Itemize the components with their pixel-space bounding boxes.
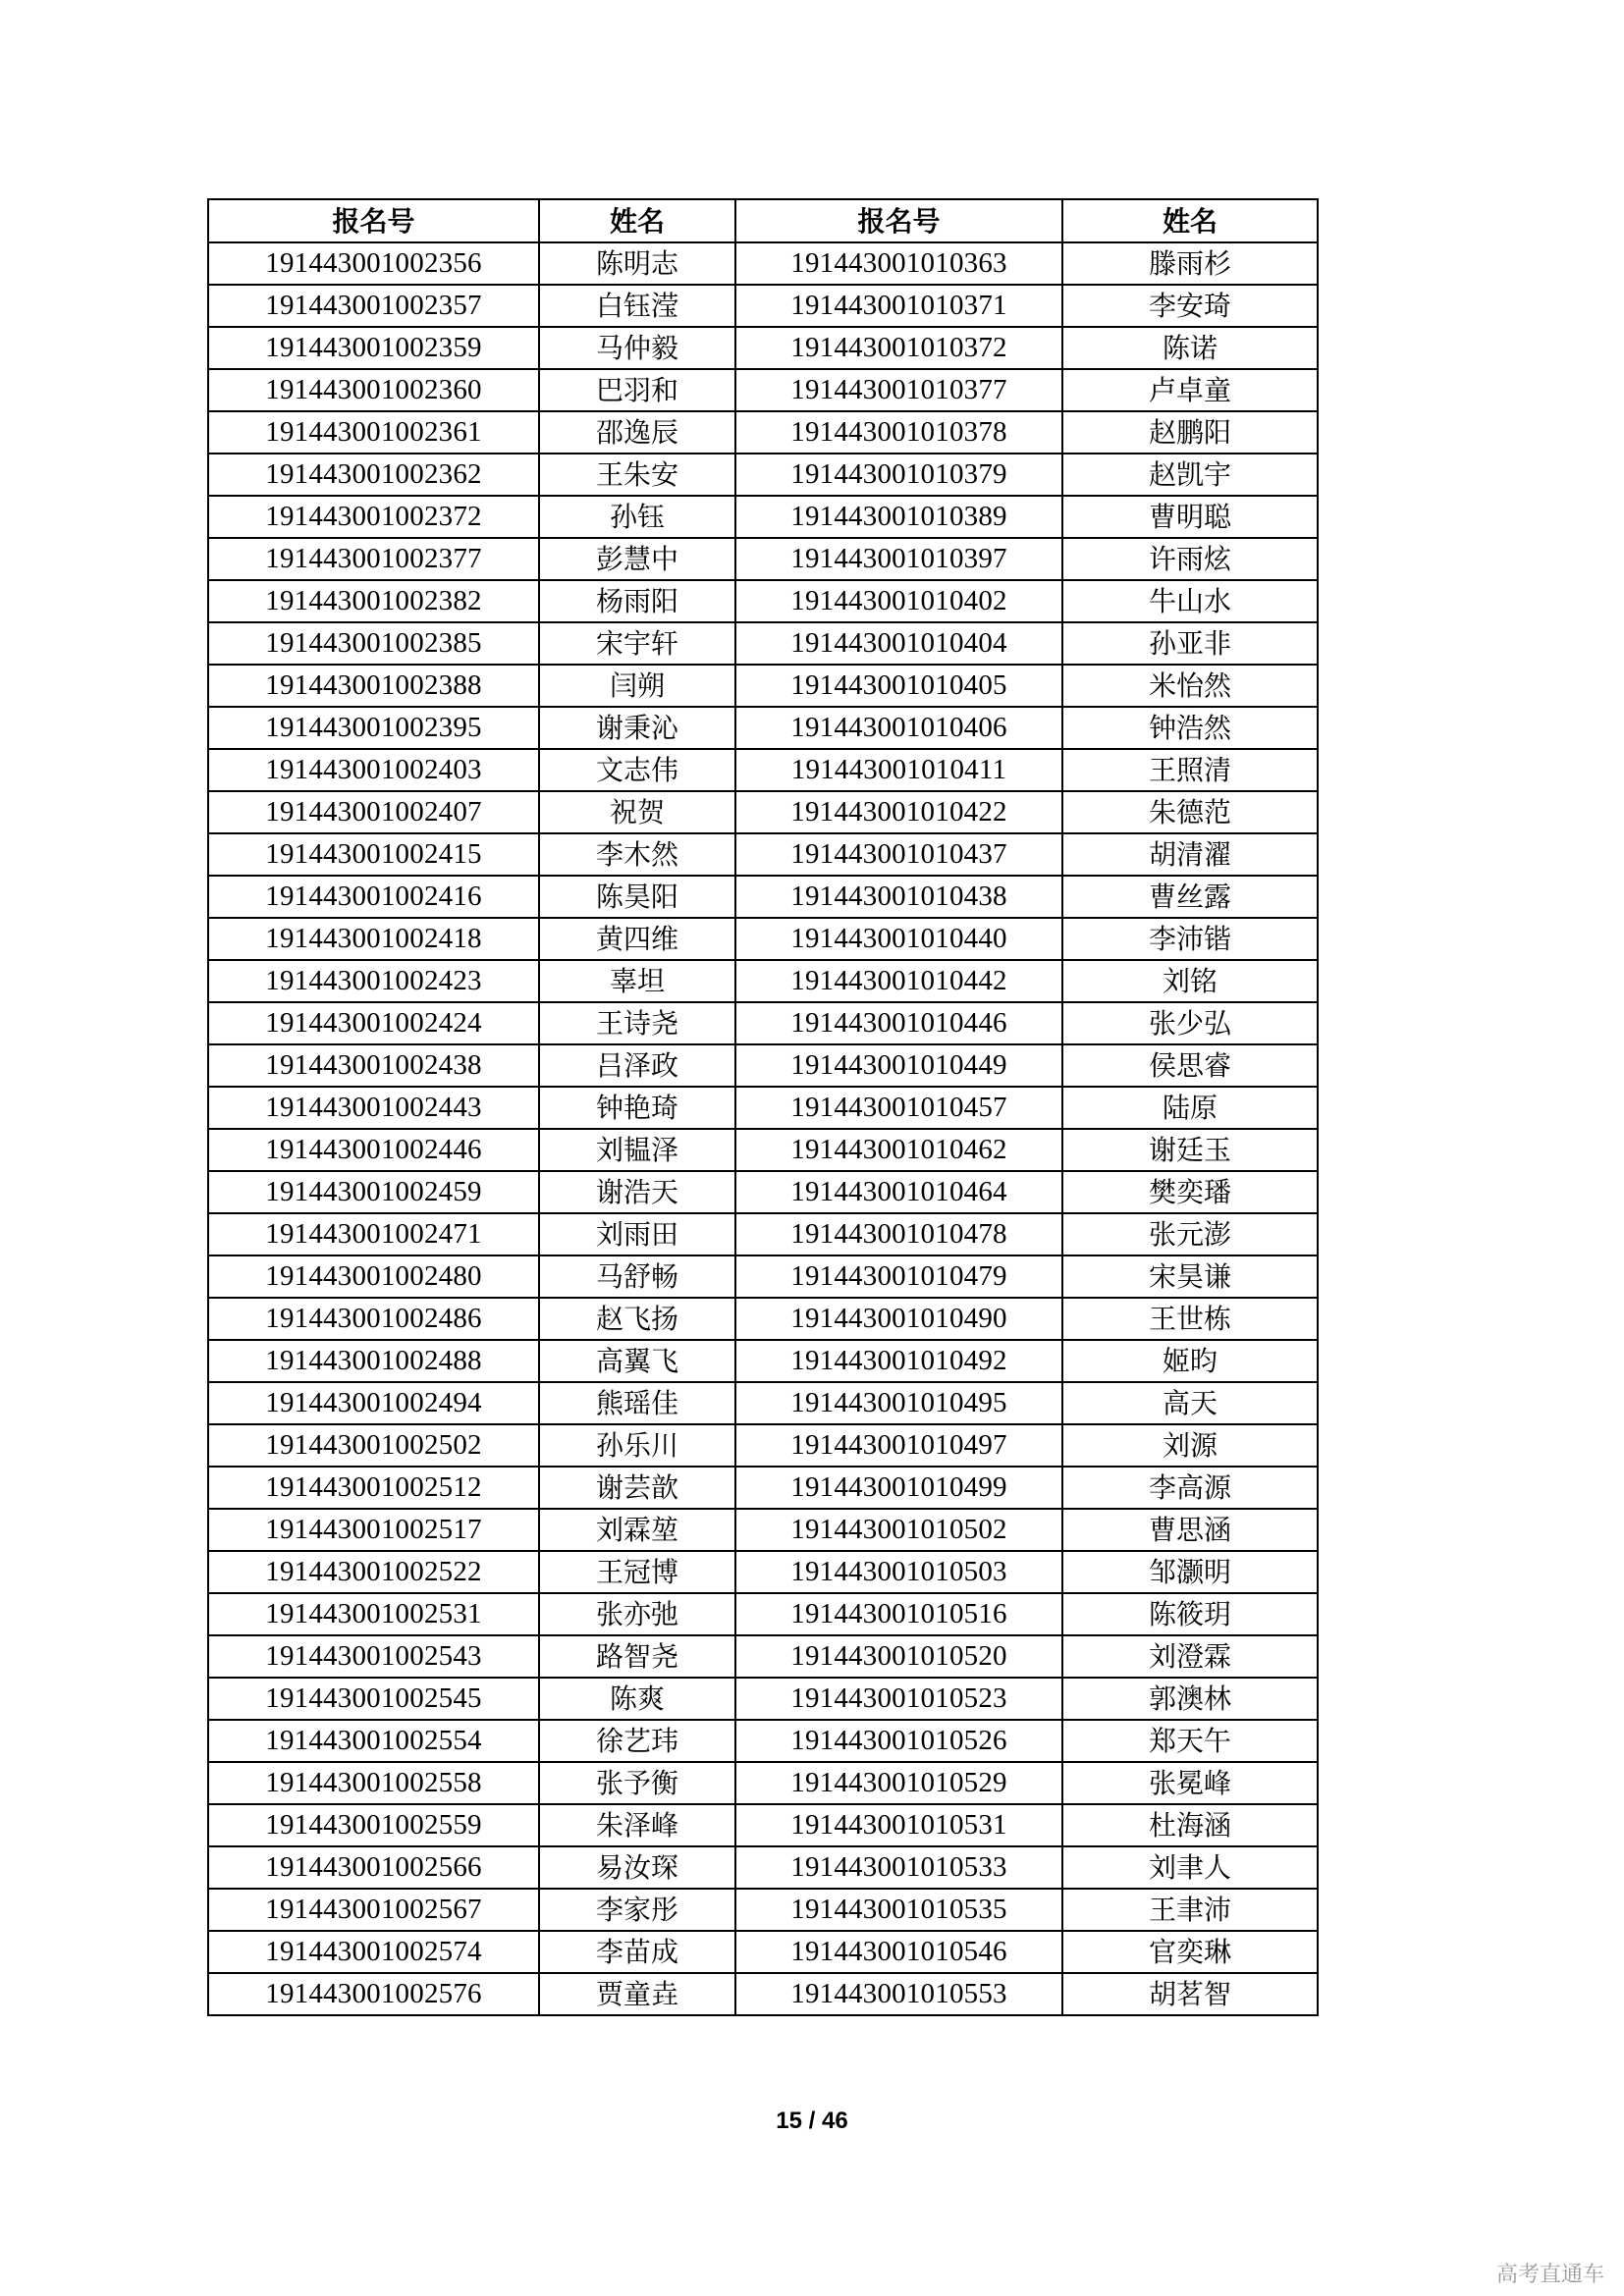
table-row (208, 622, 1318, 665)
cell-name-left: 杨雨阳 (539, 580, 735, 622)
cell-registration-no-right: 191443001010378 (735, 411, 1062, 454)
table-row (208, 1846, 1318, 1889)
cell-registration-no-left: 191443001002403 (208, 749, 539, 791)
cell-registration-no-right: 191443001010438 (735, 876, 1062, 918)
table-body (208, 242, 1318, 2015)
cell-name-right: 宋昊谦 (1062, 1255, 1318, 1298)
table-row (208, 454, 1318, 496)
cell-name-left: 白钰滢 (539, 285, 735, 327)
cell-name-left: 易汝琛 (539, 1846, 735, 1889)
table-row (208, 538, 1318, 580)
cell-registration-no-right: 191443001010406 (735, 707, 1062, 749)
header-name-left: 姓名 (539, 199, 735, 242)
table-row (208, 411, 1318, 454)
cell-name-left: 李木然 (539, 833, 735, 876)
cell-registration-no-left: 191443001002576 (208, 1973, 539, 2015)
table-row (208, 580, 1318, 622)
cell-name-right: 王照清 (1062, 749, 1318, 791)
cell-registration-no-right: 191443001010526 (735, 1720, 1062, 1762)
table-header (208, 199, 1318, 242)
cell-name-right: 陆原 (1062, 1087, 1318, 1129)
cell-name-left: 李苗成 (539, 1931, 735, 1973)
cell-name-left: 宋宇轩 (539, 622, 735, 665)
cell-registration-no-left: 191443001002415 (208, 833, 539, 876)
cell-registration-no-right: 191443001010531 (735, 1804, 1062, 1846)
cell-registration-no-left: 191443001002388 (208, 665, 539, 707)
cell-name-left: 马舒畅 (539, 1255, 735, 1298)
cell-name-right: 陈筱玥 (1062, 1593, 1318, 1635)
cell-name-left: 赵飞扬 (539, 1298, 735, 1340)
table-row (208, 1213, 1318, 1255)
cell-name-right: 李高源 (1062, 1467, 1318, 1509)
cell-name-left: 钟艳琦 (539, 1087, 735, 1129)
cell-registration-no-left: 191443001002356 (208, 242, 539, 285)
cell-registration-no-left: 191443001002416 (208, 876, 539, 918)
cell-registration-no-left: 191443001002361 (208, 411, 539, 454)
cell-registration-no-left: 191443001002554 (208, 1720, 539, 1762)
table-row (208, 285, 1318, 327)
cell-name-right: 侯思睿 (1062, 1044, 1318, 1087)
cell-name-left: 祝贺 (539, 791, 735, 833)
cell-name-left: 陈昊阳 (539, 876, 735, 918)
cell-name-left: 张予衡 (539, 1762, 735, 1804)
table-row (208, 1467, 1318, 1509)
cell-name-left: 谢浩天 (539, 1171, 735, 1213)
table-row (208, 369, 1318, 411)
cell-name-right: 朱德范 (1062, 791, 1318, 833)
cell-registration-no-right: 191443001010503 (735, 1551, 1062, 1593)
cell-registration-no-left: 191443001002545 (208, 1678, 539, 1720)
cell-name-right: 张元澎 (1062, 1213, 1318, 1255)
cell-registration-no-right: 191443001010377 (735, 369, 1062, 411)
cell-name-right: 官奕琳 (1062, 1931, 1318, 1973)
cell-name-right: 卢卓童 (1062, 369, 1318, 411)
cell-name-right: 姬昀 (1062, 1340, 1318, 1382)
table-row (208, 1762, 1318, 1804)
cell-name-right: 李沛锴 (1062, 918, 1318, 960)
cell-registration-no-left: 191443001002559 (208, 1804, 539, 1846)
cell-name-right: 许雨炫 (1062, 538, 1318, 580)
cell-registration-no-left: 191443001002385 (208, 622, 539, 665)
candidate-table (207, 198, 1319, 2016)
table-row (208, 749, 1318, 791)
cell-registration-no-left: 191443001002488 (208, 1340, 539, 1382)
table-row (208, 791, 1318, 833)
cell-name-left: 刘韫泽 (539, 1129, 735, 1171)
cell-registration-no-right: 191443001010405 (735, 665, 1062, 707)
cell-registration-no-left: 191443001002522 (208, 1551, 539, 1593)
table-row (208, 707, 1318, 749)
cell-name-left: 巴羽和 (539, 369, 735, 411)
cell-registration-no-left: 191443001002512 (208, 1467, 539, 1509)
cell-registration-no-right: 191443001010546 (735, 1931, 1062, 1973)
table-row (208, 1129, 1318, 1171)
cell-name-left: 黄四维 (539, 918, 735, 960)
cell-name-right: 曹丝露 (1062, 876, 1318, 918)
cell-registration-no-left: 191443001002502 (208, 1424, 539, 1467)
cell-registration-no-right: 191443001010446 (735, 1002, 1062, 1044)
cell-name-right: 郭澳林 (1062, 1678, 1318, 1720)
cell-registration-no-right: 191443001010535 (735, 1889, 1062, 1931)
cell-name-right: 张冕峰 (1062, 1762, 1318, 1804)
cell-registration-no-right: 191443001010464 (735, 1171, 1062, 1213)
cell-name-right: 钟浩然 (1062, 707, 1318, 749)
header-registration-no-right: 报名号 (735, 199, 1062, 242)
cell-registration-no-right: 191443001010437 (735, 833, 1062, 876)
cell-name-right: 樊奕璠 (1062, 1171, 1318, 1213)
table-row (208, 833, 1318, 876)
table-row (208, 1804, 1318, 1846)
cell-name-left: 文志伟 (539, 749, 735, 791)
cell-registration-no-left: 191443001002360 (208, 369, 539, 411)
cell-name-left: 闫朔 (539, 665, 735, 707)
cell-name-right: 李安琦 (1062, 285, 1318, 327)
cell-name-right: 刘澄霖 (1062, 1635, 1318, 1678)
table-row (208, 1678, 1318, 1720)
cell-registration-no-left: 191443001002517 (208, 1509, 539, 1551)
cell-registration-no-left: 191443001002407 (208, 791, 539, 833)
cell-registration-no-right: 191443001010502 (735, 1509, 1062, 1551)
cell-name-right: 孙亚非 (1062, 622, 1318, 665)
cell-registration-no-right: 191443001010389 (735, 496, 1062, 538)
table-row (208, 960, 1318, 1002)
cell-registration-no-right: 191443001010442 (735, 960, 1062, 1002)
table-row (208, 1087, 1318, 1129)
cell-registration-no-right: 191443001010523 (735, 1678, 1062, 1720)
cell-registration-no-right: 191443001010402 (735, 580, 1062, 622)
cell-registration-no-right: 191443001010478 (735, 1213, 1062, 1255)
header-row (208, 199, 1318, 242)
cell-name-right: 杜海涵 (1062, 1804, 1318, 1846)
table-row (208, 1424, 1318, 1467)
cell-registration-no-left: 191443001002443 (208, 1087, 539, 1129)
table-row (208, 1255, 1318, 1298)
cell-registration-no-right: 191443001010411 (735, 749, 1062, 791)
cell-name-right: 刘源 (1062, 1424, 1318, 1467)
cell-registration-no-left: 191443001002382 (208, 580, 539, 622)
cell-registration-no-left: 191443001002446 (208, 1129, 539, 1171)
cell-name-left: 孙乐川 (539, 1424, 735, 1467)
cell-name-left: 刘霖堃 (539, 1509, 735, 1551)
table-row (208, 1382, 1318, 1424)
cell-registration-no-left: 191443001002423 (208, 960, 539, 1002)
cell-name-right: 郑天午 (1062, 1720, 1318, 1762)
cell-name-left: 邵逸辰 (539, 411, 735, 454)
cell-name-left: 谢秉沁 (539, 707, 735, 749)
table-row (208, 1340, 1318, 1382)
cell-registration-no-left: 191443001002438 (208, 1044, 539, 1087)
cell-registration-no-left: 191443001002459 (208, 1171, 539, 1213)
table-row (208, 1720, 1318, 1762)
cell-name-right: 刘铭 (1062, 960, 1318, 1002)
cell-registration-no-right: 191443001010533 (735, 1846, 1062, 1889)
cell-name-right: 胡茗智 (1062, 1973, 1318, 2015)
cell-registration-no-right: 191443001010462 (735, 1129, 1062, 1171)
cell-name-right: 王聿沛 (1062, 1889, 1318, 1931)
cell-name-left: 孙钰 (539, 496, 735, 538)
cell-name-right: 赵鹏阳 (1062, 411, 1318, 454)
cell-registration-no-left: 191443001002574 (208, 1931, 539, 1973)
cell-name-left: 徐艺玮 (539, 1720, 735, 1762)
cell-name-left: 刘雨田 (539, 1213, 735, 1255)
table-row (208, 242, 1318, 285)
table-row (208, 1973, 1318, 2015)
cell-registration-no-left: 191443001002543 (208, 1635, 539, 1678)
cell-registration-no-right: 191443001010479 (735, 1255, 1062, 1298)
table-row (208, 918, 1318, 960)
cell-name-left: 张亦弛 (539, 1593, 735, 1635)
table-row (208, 327, 1318, 369)
table-row (208, 665, 1318, 707)
cell-registration-no-right: 191443001010379 (735, 454, 1062, 496)
cell-name-left: 熊瑶佳 (539, 1382, 735, 1424)
table-row (208, 1044, 1318, 1087)
cell-name-left: 谢芸歆 (539, 1467, 735, 1509)
cell-registration-no-right: 191443001010490 (735, 1298, 1062, 1340)
cell-name-right: 曹思涵 (1062, 1509, 1318, 1551)
cell-name-left: 陈明志 (539, 242, 735, 285)
cell-registration-no-right: 191443001010529 (735, 1762, 1062, 1804)
cell-name-right: 张少弘 (1062, 1002, 1318, 1044)
cell-registration-no-left: 191443001002480 (208, 1255, 539, 1298)
cell-name-left: 王诗尧 (539, 1002, 735, 1044)
cell-registration-no-left: 191443001002567 (208, 1889, 539, 1931)
cell-registration-no-right: 191443001010422 (735, 791, 1062, 833)
cell-registration-no-left: 191443001002424 (208, 1002, 539, 1044)
cell-registration-no-right: 191443001010440 (735, 918, 1062, 960)
table-row (208, 1889, 1318, 1931)
cell-name-left: 朱泽峰 (539, 1804, 735, 1846)
table-row (208, 1509, 1318, 1551)
cell-name-left: 王冠博 (539, 1551, 735, 1593)
cell-registration-no-left: 191443001002362 (208, 454, 539, 496)
cell-name-right: 高天 (1062, 1382, 1318, 1424)
cell-name-right: 胡清濯 (1062, 833, 1318, 876)
cell-name-left: 贾童垚 (539, 1973, 735, 2015)
watermark-text: 高考直通车 (1495, 2263, 1604, 2287)
table-row (208, 1551, 1318, 1593)
cell-registration-no-right: 191443001010553 (735, 1973, 1062, 2015)
cell-registration-no-left: 191443001002357 (208, 285, 539, 327)
cell-name-right: 邹灏明 (1062, 1551, 1318, 1593)
cell-registration-no-left: 191443001002372 (208, 496, 539, 538)
table-row (208, 1002, 1318, 1044)
cell-name-right: 曹明聪 (1062, 496, 1318, 538)
cell-registration-no-left: 191443001002377 (208, 538, 539, 580)
cell-name-left: 路智尧 (539, 1635, 735, 1678)
cell-registration-no-right: 191443001010520 (735, 1635, 1062, 1678)
cell-registration-no-left: 191443001002566 (208, 1846, 539, 1889)
cell-name-right: 米怡然 (1062, 665, 1318, 707)
cell-registration-no-right: 191443001010397 (735, 538, 1062, 580)
cell-registration-no-right: 191443001010372 (735, 327, 1062, 369)
cell-name-right: 赵凯宇 (1062, 454, 1318, 496)
cell-registration-no-left: 191443001002494 (208, 1382, 539, 1424)
page-number: 15 / 46 (776, 2108, 848, 2134)
cell-registration-no-right: 191443001010492 (735, 1340, 1062, 1382)
cell-registration-no-left: 191443001002531 (208, 1593, 539, 1635)
cell-name-right: 陈诺 (1062, 327, 1318, 369)
cell-registration-no-right: 191443001010499 (735, 1467, 1062, 1509)
cell-name-left: 陈爽 (539, 1678, 735, 1720)
cell-name-left: 高翼飞 (539, 1340, 735, 1382)
header-registration-no-left: 报名号 (208, 199, 539, 242)
table-row (208, 1593, 1318, 1635)
cell-name-left: 王朱安 (539, 454, 735, 496)
cell-registration-no-right: 191443001010495 (735, 1382, 1062, 1424)
cell-registration-no-left: 191443001002486 (208, 1298, 539, 1340)
table-row (208, 876, 1318, 918)
cell-name-left: 马仲毅 (539, 327, 735, 369)
cell-name-right: 王世栋 (1062, 1298, 1318, 1340)
cell-registration-no-right: 191443001010457 (735, 1087, 1062, 1129)
table-row (208, 496, 1318, 538)
cell-name-right: 谢廷玉 (1062, 1129, 1318, 1171)
cell-registration-no-right: 191443001010371 (735, 285, 1062, 327)
cell-registration-no-left: 191443001002471 (208, 1213, 539, 1255)
cell-registration-no-left: 191443001002558 (208, 1762, 539, 1804)
cell-name-right: 刘聿人 (1062, 1846, 1318, 1889)
table-row (208, 1171, 1318, 1213)
cell-name-left: 吕泽政 (539, 1044, 735, 1087)
cell-registration-no-left: 191443001002418 (208, 918, 539, 960)
header-name-right: 姓名 (1062, 199, 1318, 242)
table-row (208, 1635, 1318, 1678)
cell-name-left: 李家彤 (539, 1889, 735, 1931)
cell-name-left: 辜坦 (539, 960, 735, 1002)
cell-registration-no-right: 191443001010404 (735, 622, 1062, 665)
cell-registration-no-right: 191443001010497 (735, 1424, 1062, 1467)
cell-registration-no-right: 191443001010449 (735, 1044, 1062, 1087)
table-row (208, 1298, 1318, 1340)
cell-registration-no-left: 191443001002395 (208, 707, 539, 749)
cell-registration-no-right: 191443001010516 (735, 1593, 1062, 1635)
cell-registration-no-left: 191443001002359 (208, 327, 539, 369)
table-row (208, 1931, 1318, 1973)
cell-registration-no-right: 191443001010363 (735, 242, 1062, 285)
cell-name-right: 滕雨杉 (1062, 242, 1318, 285)
cell-name-left: 彭慧中 (539, 538, 735, 580)
cell-name-right: 牛山水 (1062, 580, 1318, 622)
